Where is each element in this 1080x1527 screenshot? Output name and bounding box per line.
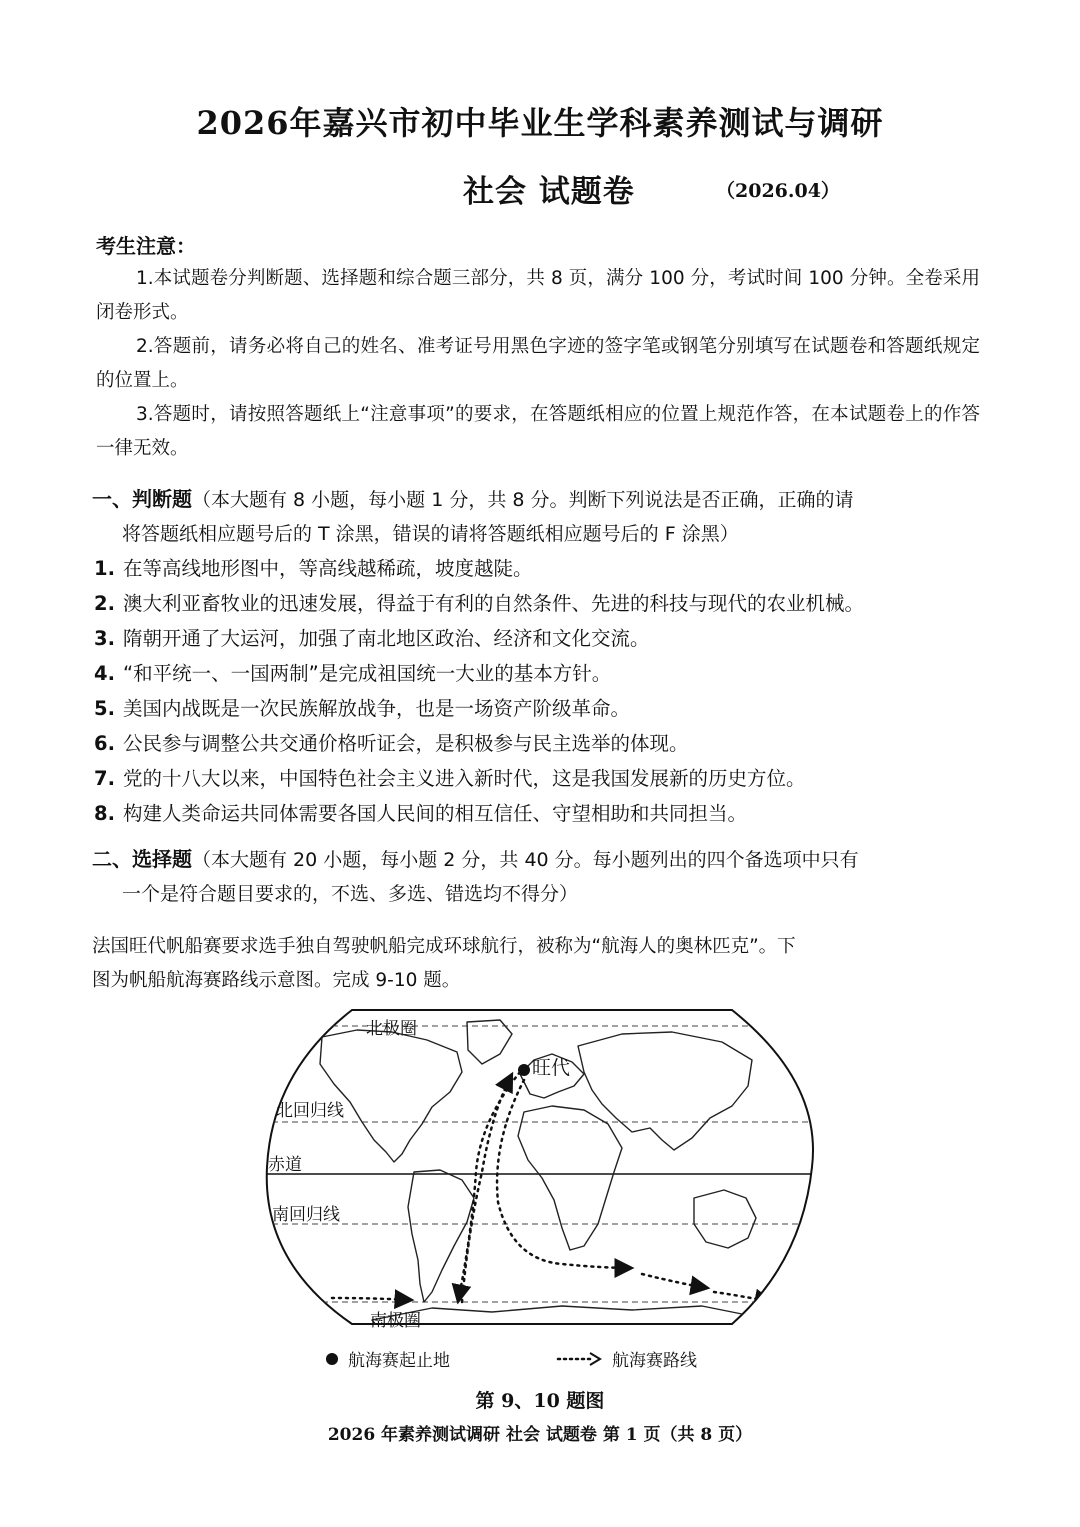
- section-2-instruction-1: （本大题有 20 小题，每小题 2 分，共 40 分。每小题列出的四个备选项中只有: [192, 849, 859, 871]
- africa-outline: [518, 1106, 622, 1250]
- passage-line-2: 图为帆船航海赛路线示意图。完成 9-10 题。: [92, 970, 461, 991]
- map-legend: [0, 1346, 1080, 1374]
- exam-date: （2026.04）: [716, 180, 840, 202]
- judge-question-5: [94, 694, 984, 724]
- route-return-leg: [462, 1074, 512, 1302]
- judge-question-8: [94, 799, 984, 829]
- dot-icon: [326, 1353, 338, 1365]
- page-footer: 2026 年素养测试调研 社会 试题卷 第 1 页（共 8 页）: [327, 1425, 753, 1445]
- antarctica-outline: [372, 1306, 762, 1332]
- judge-question-4: [94, 659, 984, 689]
- question-number: 7.: [94, 767, 115, 790]
- legend-start-end: [326, 1346, 450, 1371]
- judge-question-1: [94, 554, 984, 584]
- equator-label: 赤道: [268, 1155, 302, 1175]
- notice-heading: 考生注意：: [96, 234, 196, 258]
- north-america-outline: [320, 1030, 462, 1162]
- section-2-header: [92, 842, 982, 911]
- section-1-instruction-2: 将答题纸相应题号后的 T 涂黑，错误的请将答题纸相应题号后的 F 涂黑）: [122, 523, 739, 545]
- route-cape-horn-leg: [332, 1298, 412, 1300]
- legend-route-label: 航海赛路线: [612, 1351, 697, 1371]
- tropic-capricorn-label: 南回归线: [272, 1205, 340, 1225]
- question-text: 党的十八大以来，中国特色社会主义进入新时代，这是我国发展新的历史方位。: [122, 767, 806, 790]
- australia-outline: [694, 1190, 756, 1248]
- section-1-header: [92, 482, 982, 551]
- legend-start-end-label: 航海赛起止地: [348, 1351, 450, 1371]
- question-text: 公民参与调整公共交通价格听证会，是积极参与民主选举的体现。: [122, 732, 689, 755]
- question-text: “和平统一、一国两制”是完成祖国统一大业的基本方针。: [122, 662, 612, 685]
- question-text: 构建人类命运共同体需要各国人民间的相互信任、守望相助和共同担当。: [122, 802, 747, 825]
- question-number: 4.: [94, 662, 115, 685]
- section-1-heading: 一、判断题: [92, 487, 192, 511]
- question-text: 澳大利亚畜牧业的迅速发展，得益于有利的自然条件、先进的科技与现代的农业机械。: [122, 592, 864, 615]
- question-number: 1.: [94, 557, 115, 580]
- question-text: 在等高线地形图中，等高线越稀疏，坡度越陡。: [122, 557, 533, 580]
- question-number: 3.: [94, 627, 115, 650]
- notice-item-1: 1.本试题卷分判断题、选择题和综合题三部分，共 8 页，满分 100 分，考试时间 100 分钟。全卷采用闭卷形式。: [96, 268, 980, 323]
- legend-route: [556, 1346, 697, 1371]
- exam-title: 2026年嘉兴市初中毕业生学科素养测试与调研: [196, 104, 884, 142]
- question-number: 6.: [94, 732, 115, 755]
- question-text: 隋朝开通了大运河，加强了南北地区政治、经济和文化交流。: [122, 627, 650, 650]
- question-passage: [92, 930, 980, 998]
- figure-caption: 第 9、10 题图: [475, 1390, 605, 1412]
- route-pacific-leg: [714, 1292, 772, 1302]
- asia-outline: [578, 1032, 752, 1150]
- arctic-circle-label: 北极圈: [366, 1019, 417, 1039]
- passage-line-1: 法国旺代帆船赛要求选手独自驾驶帆船完成环球航行，被称为“航海人的奥林匹克”。下: [92, 936, 796, 957]
- tropic-cancer-label: 北回归线: [276, 1101, 344, 1121]
- dotted-arrow-icon: [556, 1352, 602, 1366]
- judge-question-3: [94, 624, 984, 654]
- question-number: 2.: [94, 592, 115, 615]
- question-number: 8.: [94, 802, 115, 825]
- notice-item-3: 3.答题时，请按照答题纸上“注意事项”的要求，在答题纸相应的位置上规范作答，在本试题卷上的作答一律无效。: [96, 404, 980, 459]
- antarctic-circle-label: 南极圈: [370, 1311, 421, 1331]
- subtitle-row: [0, 166, 1080, 216]
- section-1-instruction-1: （本大题有 8 小题，每小题 1 分，共 8 分。判断下列说法是否正确，正确的请: [192, 489, 854, 511]
- vendee-start-point: [518, 1064, 530, 1076]
- question-text: 美国内战既是一次民族解放战争，也是一场资产阶级革命。: [122, 697, 630, 720]
- judge-question-2: [94, 589, 984, 619]
- sailing-route-map: [262, 1002, 822, 1332]
- question-number: 5.: [94, 697, 115, 720]
- route-indian-ocean-leg: [642, 1274, 708, 1288]
- judge-question-6: [94, 729, 984, 759]
- paper-subtitle: 社会 试题卷: [463, 174, 635, 210]
- greenland-outline: [467, 1020, 512, 1064]
- section-2-heading: 二、选择题: [92, 847, 192, 871]
- start-city-label: 旺代: [532, 1057, 571, 1079]
- judge-question-7: [94, 764, 984, 794]
- section-2-instruction-2: 一个是符合题目要求的，不选、多选、错选均不得分）: [122, 883, 579, 905]
- notice-item-2: 2.答题前，请务必将自己的姓名、准考证号用黑色字迹的签字笔或钢笔分别填写在试题卷和答题纸规定的位置上。: [96, 336, 980, 391]
